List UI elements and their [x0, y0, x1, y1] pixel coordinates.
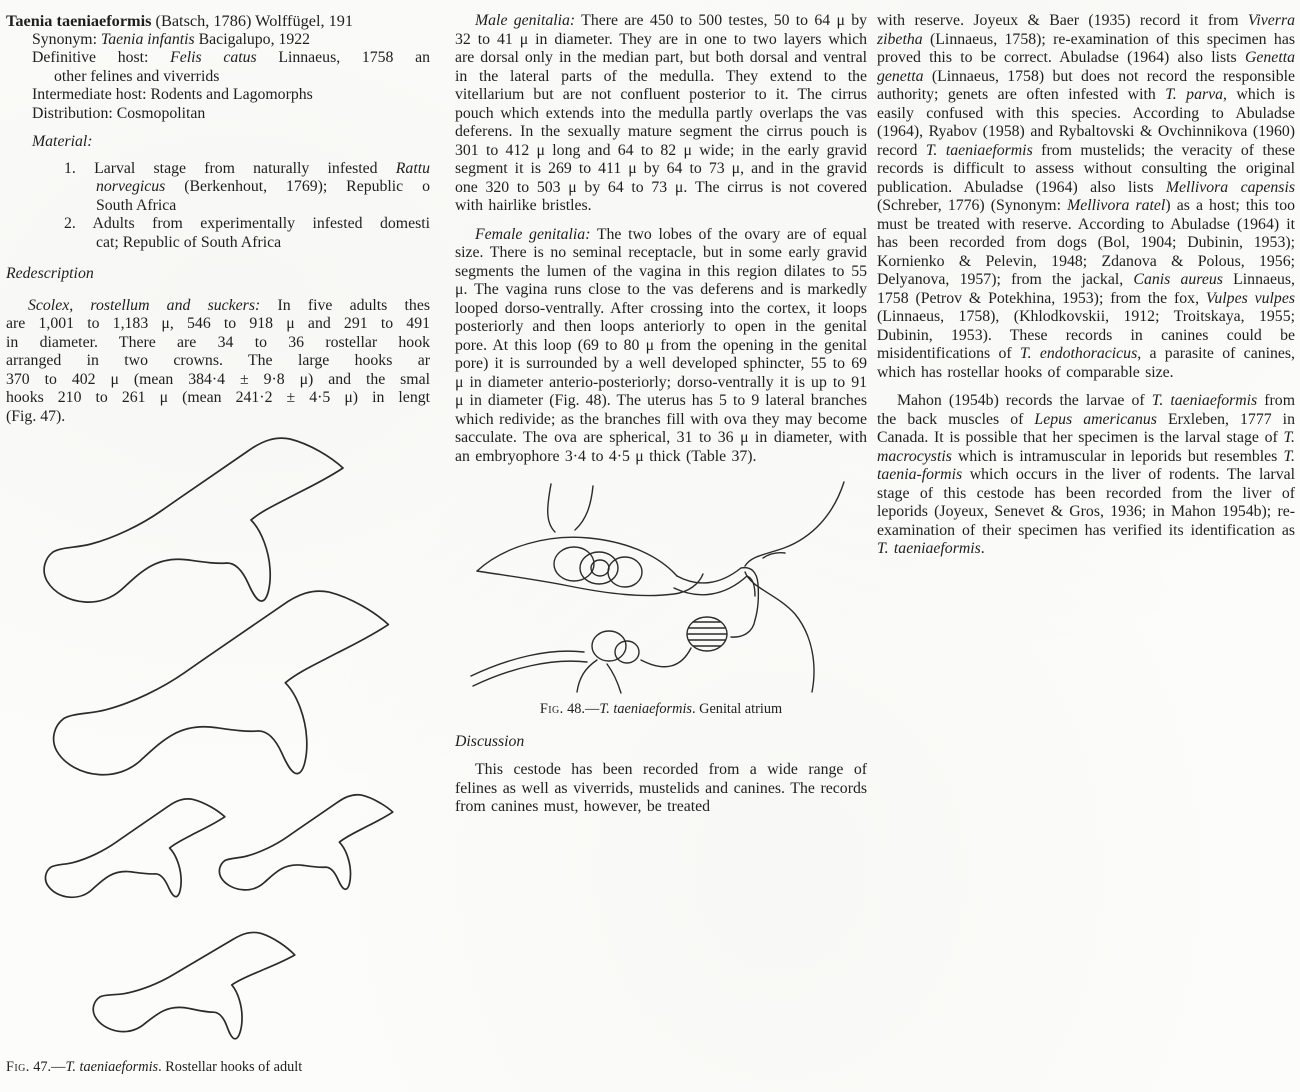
definitive-host-line-2: other felines and viverrids: [54, 67, 220, 85]
scolex-paragraph-line: arranged in two crowns. The large hooks ar: [6, 352, 430, 369]
material-item-1-line-2: norvegicus (Berkenhout, 1769); Republic o: [96, 178, 430, 195]
fig47-caption: Fig. 47.—T. taeniaeformis. Rostellar hooks of adult: [6, 1059, 303, 1075]
left-column: [6, 12, 430, 426]
right-column: [877, 12, 1295, 569]
small-hook-1: [45, 799, 224, 897]
fig48-caption: Fig. 48.—T. taeniaeformis. Genital atrium: [539, 701, 783, 717]
female-genitalia-paragraph: Female genitalia: The two lobes of the ovary are of equal size. There is no seminal receptacle, but in some early gravid segments the lumen of the vagina in this region dilates to 55 μ. The vagina runs close to the vas deferens and is markedly looped dorso-ventrally. After crossing into the cortex, it loops posteriorly and then loops anteriorly to open in the genital pore. At this loop (69 to 80 μ from the opening in the genital pore) it is surrounded by a well developed sphincter, 55 to 69 μ in diameter anterio-posteriorly; dorso-ventrally it is up to 91 μ in diameter (Fig. 48). The uterus has 5 to 9 lateral branches which redivide; as the branches fill with ova they may become sacculate. The ova are spherical, 31 to 36 μ in diameter, with an embryophore 3·4 to 4·5 μ thick (Table 37).: [455, 225, 867, 465]
small-hook-3: [92, 922, 296, 1044]
redescription-heading: Redescription: [6, 265, 94, 282]
scolex-paragraph-line: hooks 210 to 261 μ (mean 241·2 ± 4·5 μ) in lengt: [6, 389, 430, 406]
mahon-records-paragraph: Mahon (1954b) records the larvae of T. taeniaeformis from the back muscles of Lepus americanus Erxleben, 1777 in Canada. It is possible that her specimen is the larval stage of T. macrocystis which is intramuscular in leporids but resembles T. taenia‐formis which occurs in the liver of rodents. The larval stage of this cestode has been recorded from the liver of leporids (Joyeux, Senevet & Gros, 1936; in Mahon 1954b); re-examination of their specimen has verified its identification as T. taeniaeformis.: [877, 392, 1295, 557]
discussion-heading: Discussion: [455, 732, 525, 750]
fig47-rostellar-hooks-drawing: [25, 424, 405, 1056]
middle-column: [455, 12, 867, 827]
scolex-paragraph-line: (Fig. 47).: [6, 407, 66, 425]
scolex-paragraph-line: 370 to 402 μ (mean 384·4 ± 9·8 μ) and the smal: [6, 370, 430, 388]
definitive-host-line: Definitive host: Felis catus Linnaeus, 1758 an: [32, 49, 430, 66]
species-heading: Taenia taeniaeformis (Batsch, 1786) Wolffügel, 191: [6, 12, 354, 30]
male-genitalia-paragraph: Male genitalia: There are 450 to 500 testes, 50 to 64 μ by 32 to 41 μ in diameter. They are in one to two layers which are dorsal only in the median part, but both dorsal and ventral in the lateral parts of the medulla. They extend to the vitellarium but are not confluent posterior to it. The cirrus pouch which extends into the medulla partly overlaps the vas deferens. In the sexually mature segment the cirrus pouch is 301 to 412 μ long and 64 to 82 μ wide; in the early gravid segment it is 269 to 411 μ by 64 to 73 μ, and in the gravid one 320 to 503 μ by 64 to 73 μ. The cirrus is not covered with hairlike bristles.: [455, 12, 867, 214]
fig48-genital-atrium-drawing: [459, 476, 859, 694]
material-item-2-line-2: cat; Republic of South Africa: [96, 233, 282, 251]
synonym-line: Synonym: Taenia infantis Bacigalupo, 1922: [32, 30, 311, 48]
intermediate-host-line: Intermediate host: Rodents and Lagomorphs: [32, 86, 313, 103]
material-item-2-line-1: 2. Adults from experimentally infested domesti: [64, 215, 430, 232]
scolex-paragraph-line: are 1,001 to 1,183 μ, 546 to 918 μ and 291 to 491: [6, 315, 430, 332]
small-hook-2: [219, 795, 392, 890]
large-hook-2: [54, 591, 389, 775]
large-hook-1: [44, 438, 343, 602]
discussion-paragraph: This cestode has been recorded from a wide range of felines as well as viverrids, mustelids and canines. The records from canines must, however, be treated: [455, 761, 867, 815]
material-heading: Material:: [32, 133, 93, 150]
distribution-line: Distribution: Cosmopolitan: [32, 104, 206, 122]
scolex-paragraph-line: Scolex, rostellum and suckers: In five adults thes: [28, 296, 430, 314]
discussion-continuation-paragraph: with reserve. Joyeux & Baer (1935) record it from Viverra zibetha (Linnaeus, 1758); re-examination of this specimen has proved this to be correct. Abuladse (1964) also lists Genetta genetta (Linnaeus, 1758) but does not record the responsible authority; genets are often infested with T. parva, which is easily confused with this species. According to Abuladse (1964), Ryabov (1958) and Rybaltovski & Ovchinnikova (1960) record T. taeniaeformis from mustelids; the veracity of these records is difficult to assess without consulting the original publication. Abuladse (1964) also lists Mellivora capensis (Schreber, 1776) (Synonym: Mellivora ratel) as a host; this too must be treated with reserve. According to Abuladse (1964) it has been recorded from dogs (Bol, 1904; Dubinin, 1953); Kornienko & Pelevin, 1948; Zdanova & Polous, 1956; Delyanova, 1957); from the jackal, Canis aureus Linnaeus, 1758 (Petrov & Potekhina, 1953); from the fox, Vulpes vulpes (Linnaeus, 1758), (Khlodkovskii, 1912; Troitskaya, 1955; Dubinin, 1953). These records in canines could be misidentifications of T. endothoracicus, a parasite of canines, which has rostellar hooks of comparable size.: [877, 12, 1295, 381]
scolex-paragraph-line: in diameter. There are 34 to 36 rostellar hook: [6, 333, 430, 351]
material-item-1-line-1: 1. Larval stage from naturally infested Rattu: [64, 159, 430, 177]
material-item-1-line-3: South Africa: [96, 196, 177, 214]
